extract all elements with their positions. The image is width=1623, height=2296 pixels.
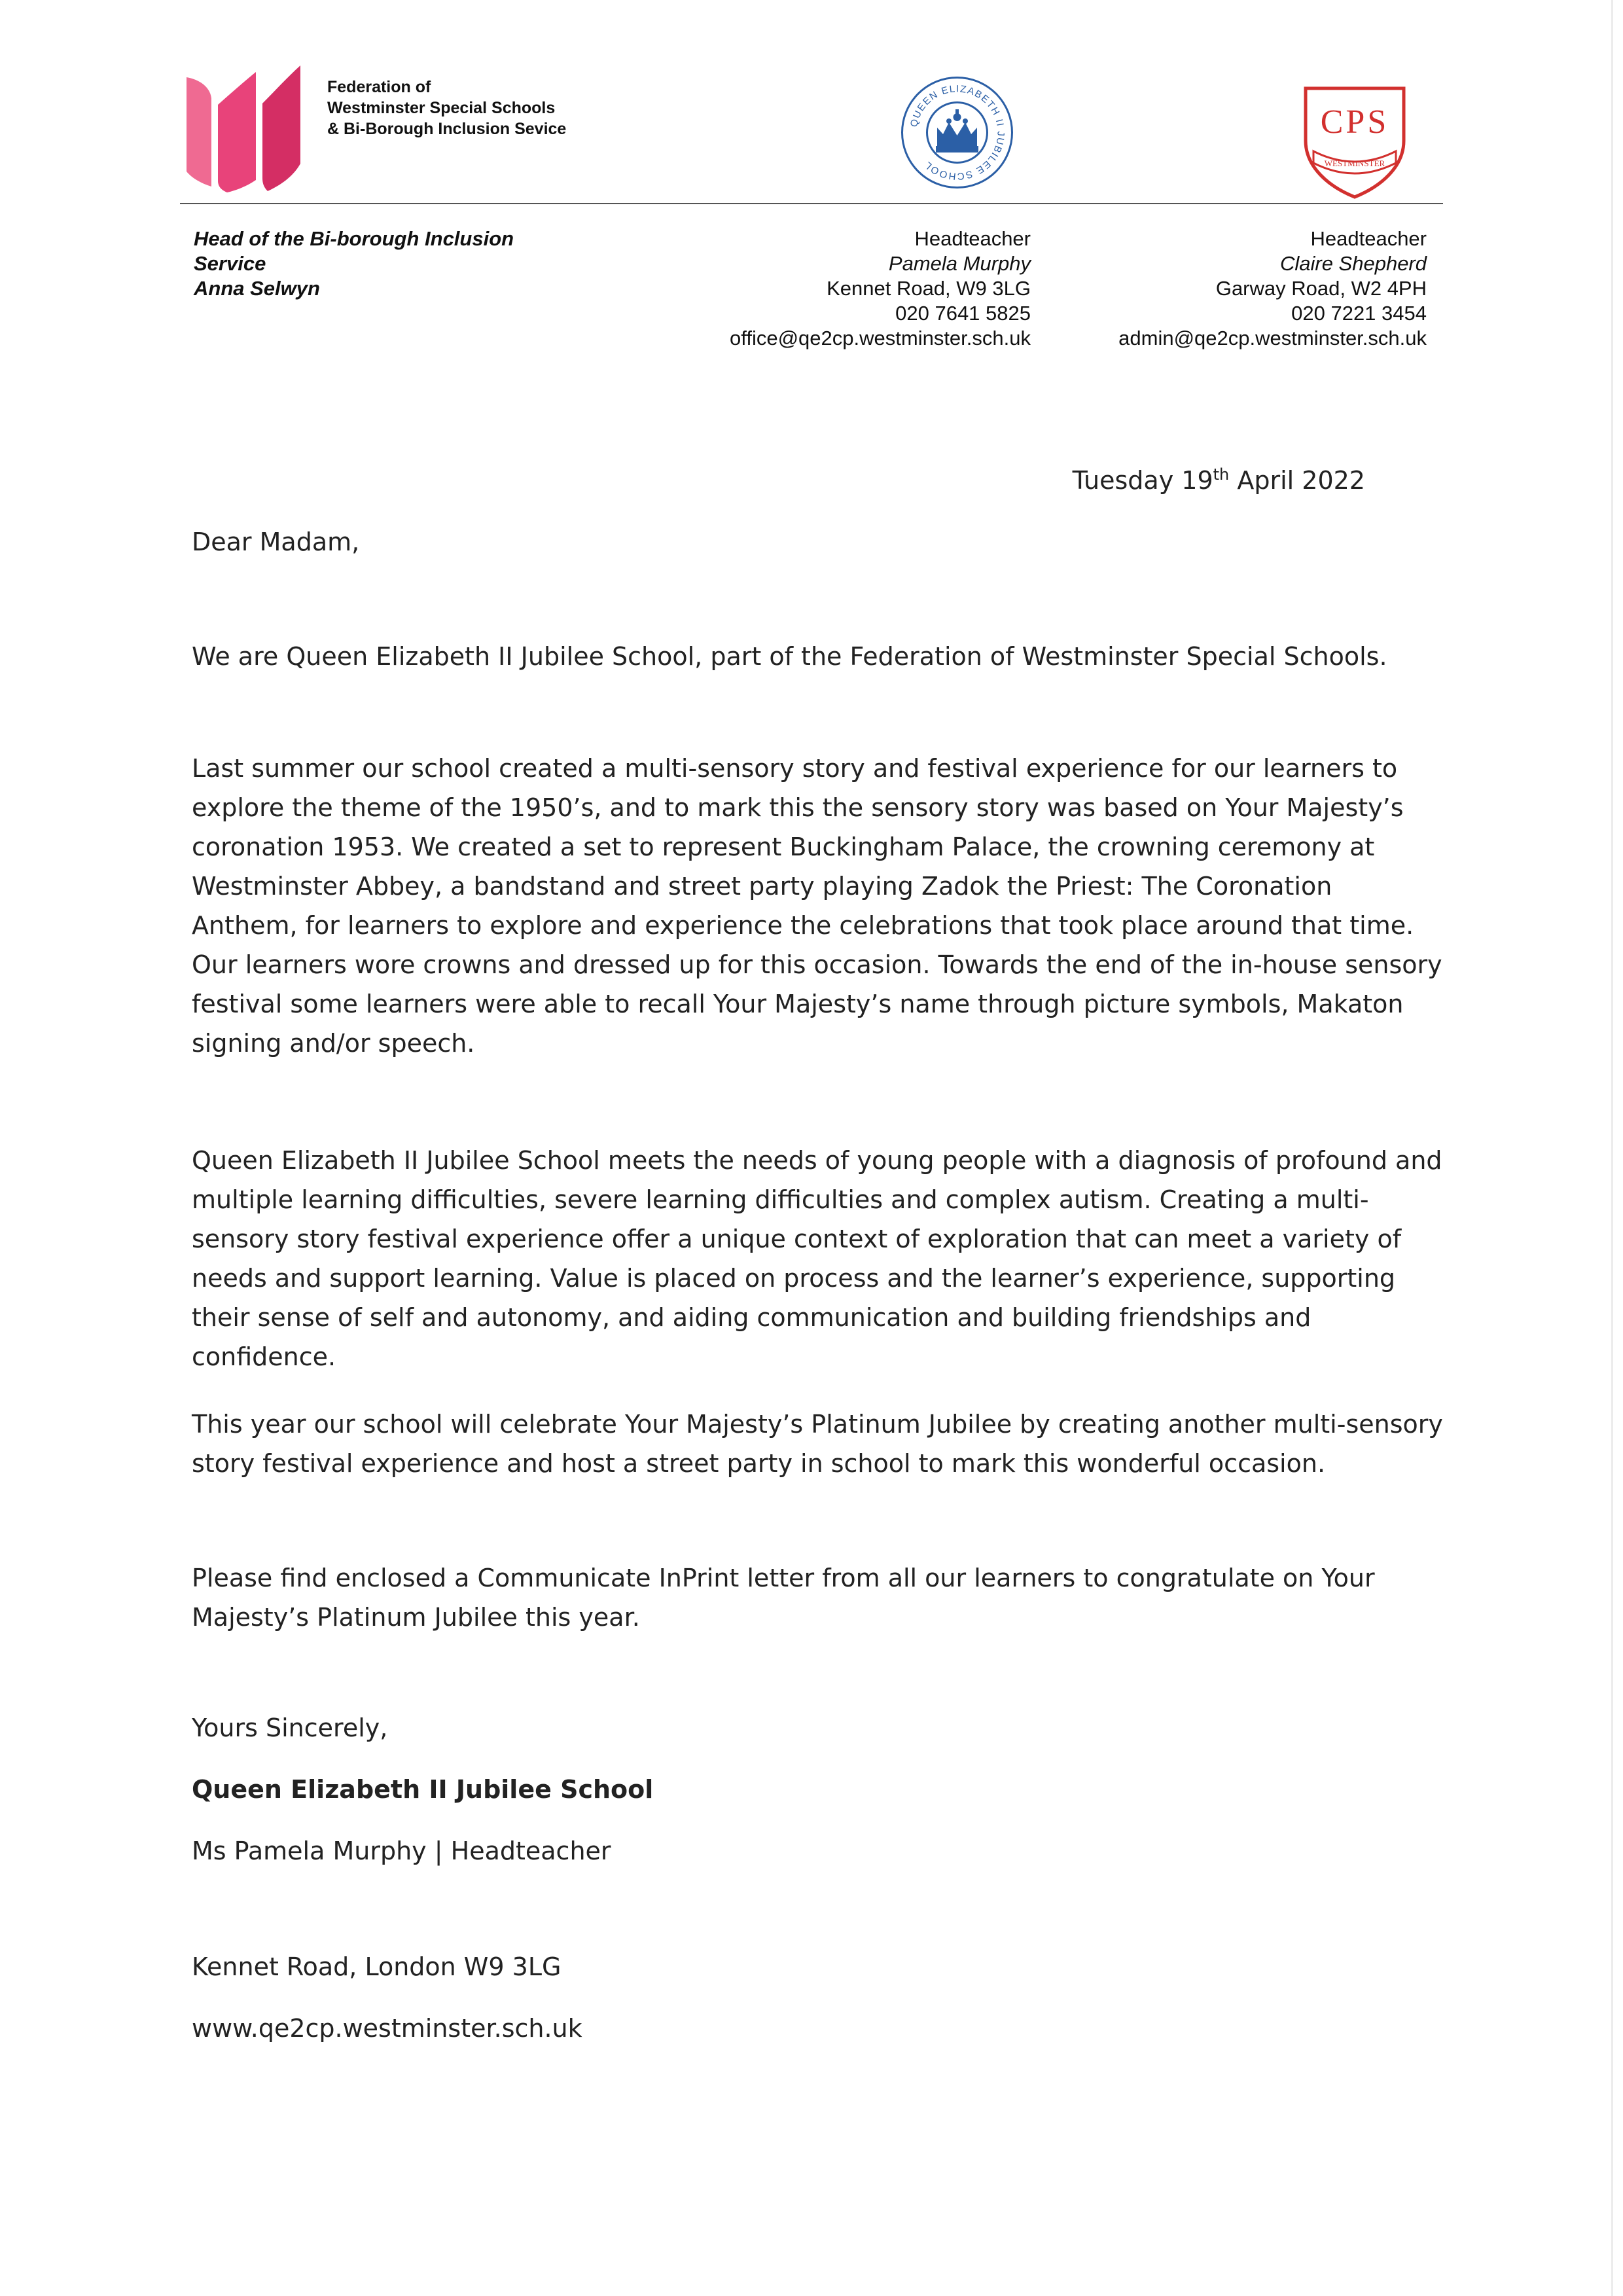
signatory: Ms Pamela Murphy | Headteacher — [192, 1837, 611, 1865]
body-paragraph: Please find enclosed a Communicate InPrint letter from all our learners to congratulate on Your Majesty’s Platinum Jubilee this year. — [192, 1564, 1375, 1632]
letter-date — [1073, 461, 1365, 500]
contact-line: Service — [194, 252, 266, 275]
qe2-logo-ring-text: QUEEN ELIZABETH II JUBILEE SCHOOL — [908, 83, 1007, 182]
federation-logo-icon — [187, 65, 317, 193]
body-paragraph: Last summer our school created a multi-sensory story and festival experience for our learners to explore the theme of the 1950’s, and to mark this the sensory story was based on Your Majesty’s coronation 1953. We created a set to represent Buckingham Palace, the crowning ceremony at Westminster Abbey, a bandstand and street party playing Zadok the Priest: The Coronation Anthem, for learners to explore and experience the celebrations that took place around that time. Our learners wore crowns and dressed up for this occasion. Towards the end of the in-house sensory festival some learners were able to recall Your Majesty’s name through picture symbols, Makaton signing and/or speech. — [192, 754, 1442, 1058]
federation-name — [327, 77, 566, 139]
qe2-jubilee-school-logo-icon — [900, 75, 1014, 190]
header-divider — [180, 203, 1443, 204]
school-address: Kennet Road, London W9 3LG — [192, 1952, 562, 1981]
contact-line: Head of the Bi-borough Inclusion — [194, 227, 514, 250]
federation-name-line: Westminster Special Schools — [327, 99, 556, 117]
contact-line: Anna Selwyn — [194, 277, 320, 300]
contact-qe2-school — [730, 226, 1031, 351]
body-paragraph: This year our school will celebrate Your Majesty’s Platinum Jubilee by creating another multi-sensory story festival experience and host a street party in school to mark this wonderful occasion. — [192, 1410, 1443, 1478]
scan-edge — [1611, 0, 1613, 2296]
svg-text:QUEEN ELIZABETH II JUBILEE SCH — [908, 83, 1007, 181]
salutation: Dear Madam, — [192, 528, 360, 556]
cps-shield-logo-icon — [1299, 82, 1410, 200]
contact-address: Kennet Road, W9 3LG — [827, 277, 1031, 300]
contact-name: Claire Shepherd — [1279, 252, 1427, 275]
date-ordinal-suffix: th — [1213, 465, 1230, 484]
date-day: Tuesday 19 — [1072, 466, 1213, 495]
contact-role: Headteacher — [1310, 227, 1427, 250]
cps-logo-banner-text: WESTMINSTER — [1324, 158, 1385, 168]
federation-name-line: Federation of — [327, 78, 431, 96]
contact-email: office@qe2cp.westminster.sch.uk — [730, 327, 1031, 350]
footer-address-block — [192, 1947, 582, 2070]
contact-address: Garway Road, W2 4PH — [1215, 277, 1427, 300]
closing-phrase: Yours Sincerely, — [192, 1713, 388, 1742]
federation-name-line: & Bi-Borough Inclusion Sevice — [327, 120, 567, 138]
contact-inclusion-service — [194, 226, 514, 301]
contact-email: admin@qe2cp.westminster.sch.uk — [1118, 327, 1427, 350]
contact-phone: 020 7641 5825 — [895, 302, 1031, 325]
contact-phone: 020 7221 3454 — [1291, 302, 1427, 325]
body-paragraph: Queen Elizabeth II Jubilee School meets the needs of young people with a diagnosis of profound and multiple learning difficulties, severe learning difficulties and complex autism. Creating a multi-sensory story festival experience offer a unique context of exploration that can meet a variety of needs and support learning. Value is placed on process and the learner’s experience, supporting their sense of self and autonomy, and aiding communication and building friendships and confidence. — [192, 1146, 1442, 1371]
contact-cps-school — [1118, 226, 1427, 351]
body-paragraph: We are Queen Elizabeth II Jubilee School, part of the Federation of Westminster Special Schools. — [192, 642, 1387, 671]
signature-school-name: Queen Elizabeth II Jubilee School — [192, 1775, 654, 1804]
cps-logo-letters: CPS — [1320, 103, 1389, 141]
contact-name: Pamela Murphy — [888, 252, 1031, 275]
school-website: www.qe2cp.westminster.sch.uk — [192, 2014, 582, 2043]
date-month-year: April 2022 — [1229, 466, 1365, 495]
closing-block — [192, 1708, 1239, 1893]
contact-role: Headteacher — [914, 227, 1031, 250]
